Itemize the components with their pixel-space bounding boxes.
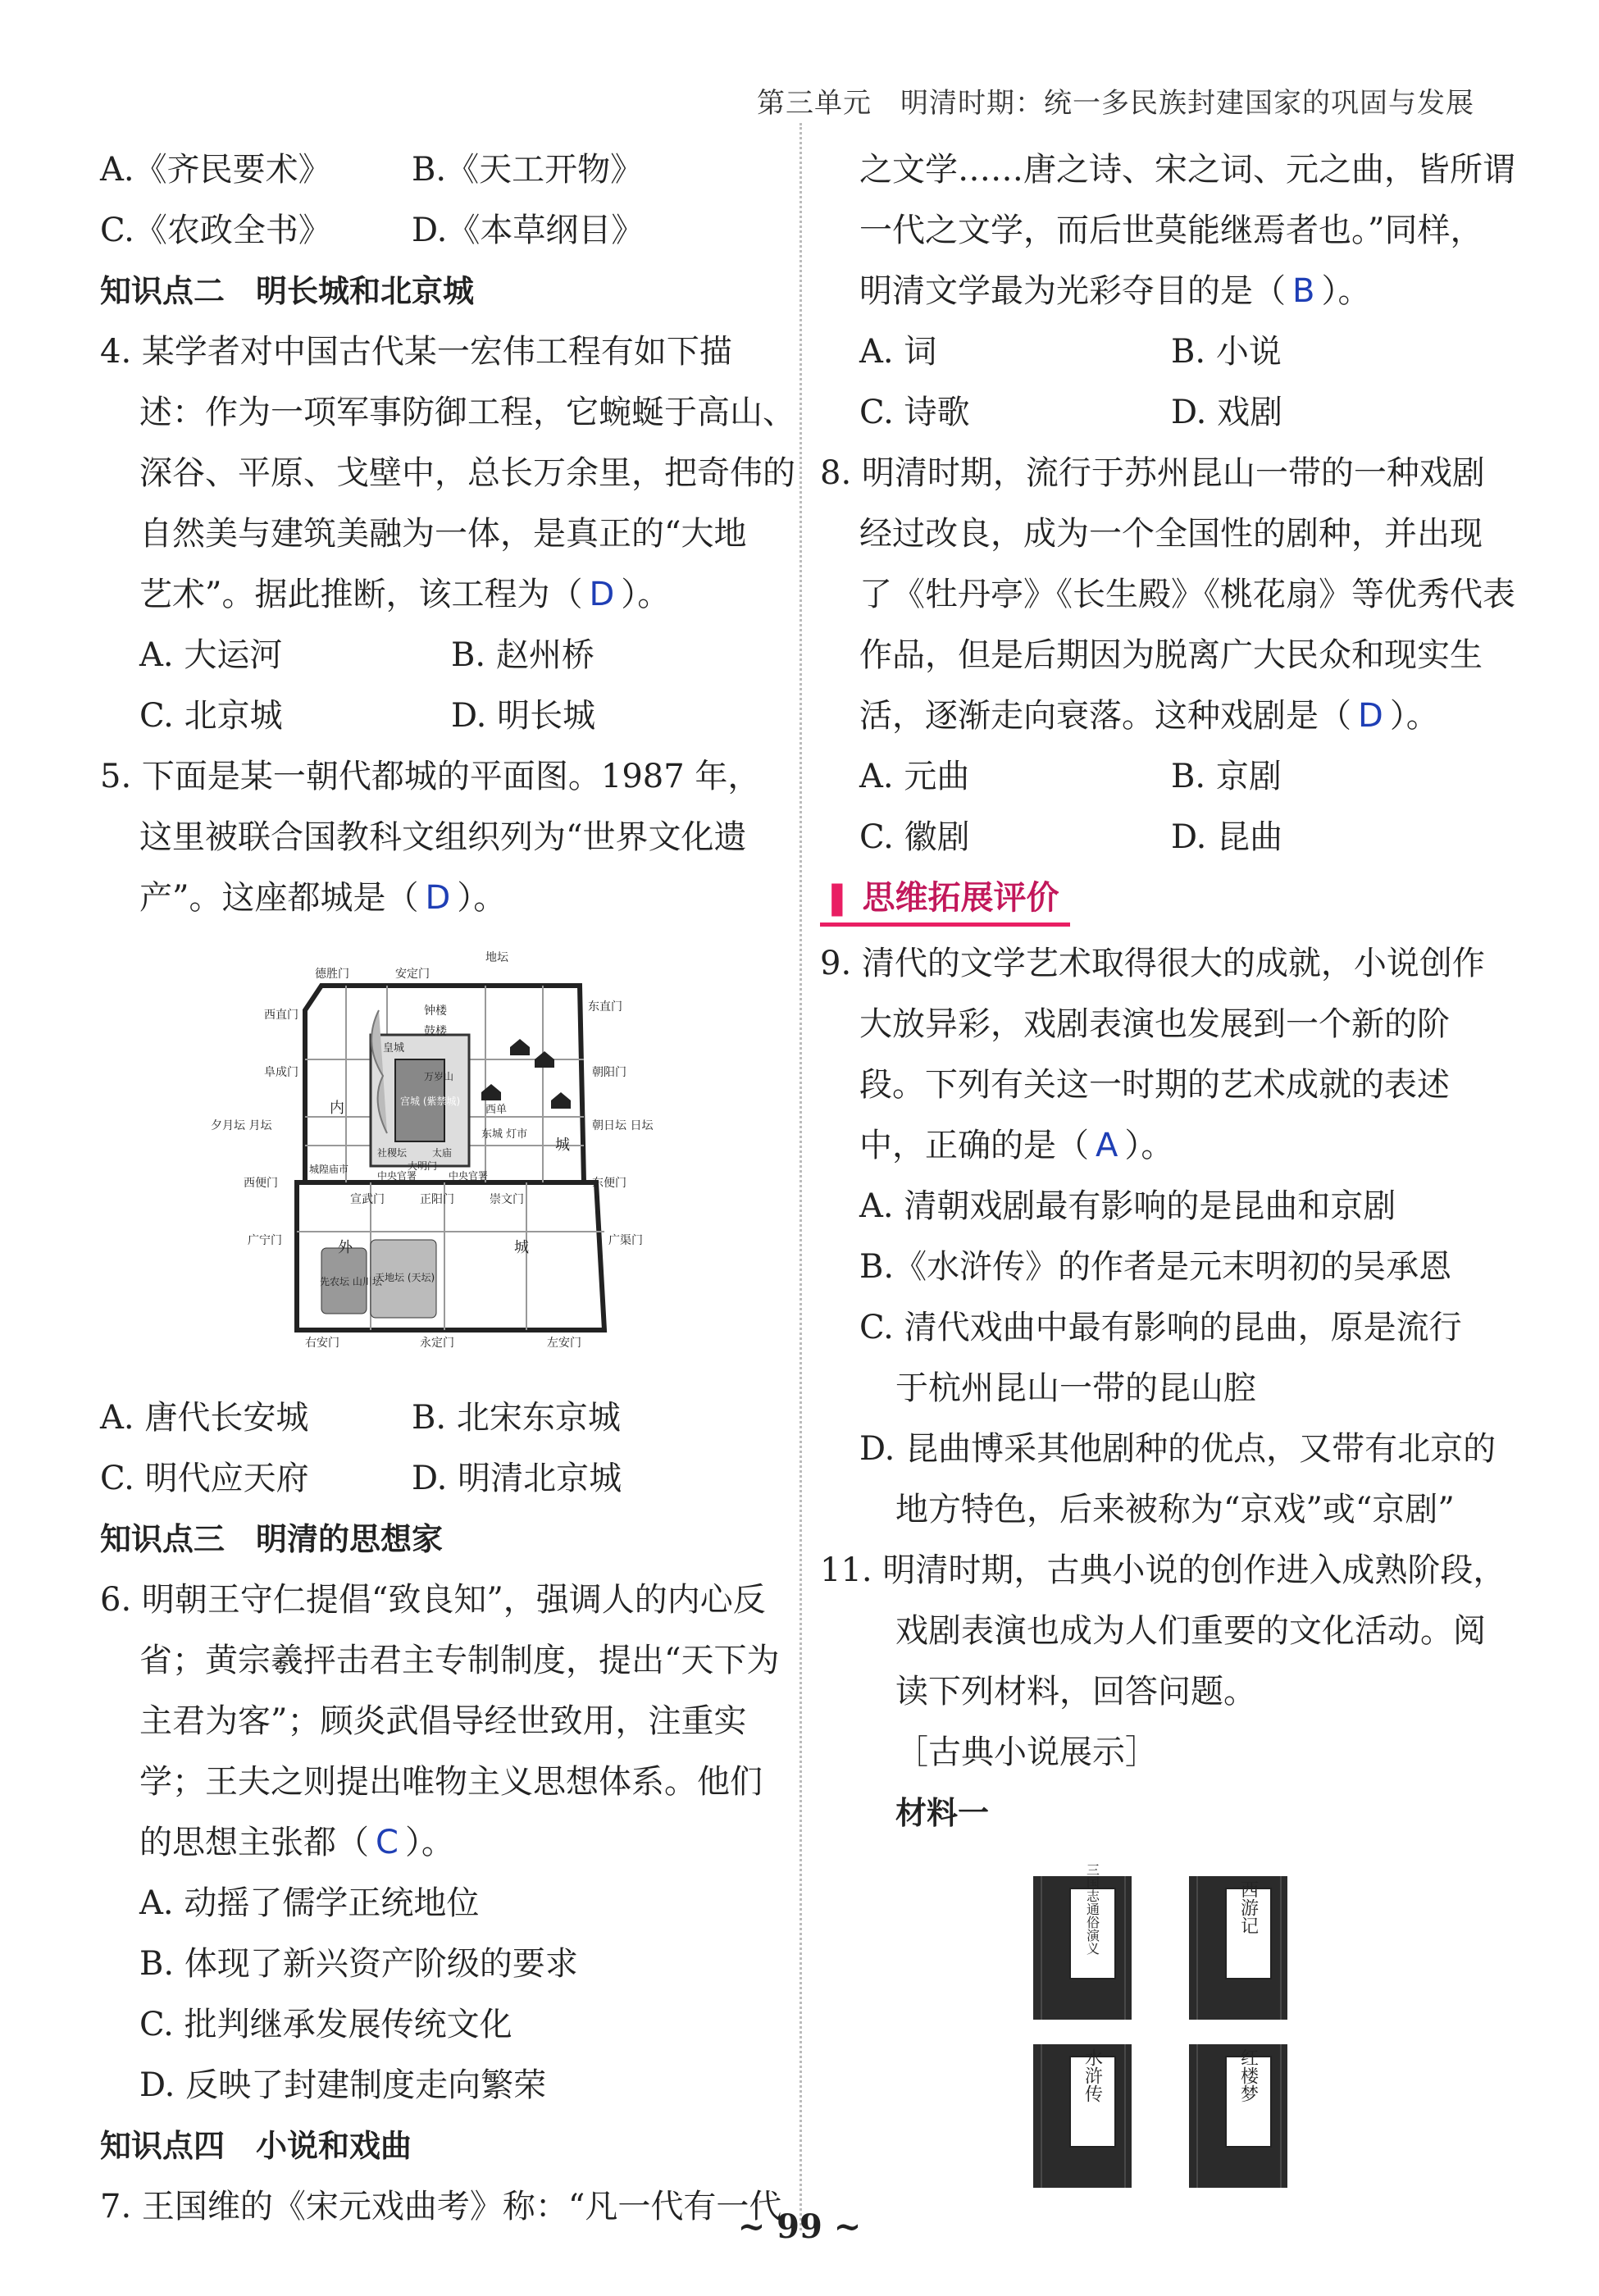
q8-options xyxy=(820,746,1492,807)
q4-line: 深谷、平原、戈壁中，总长万余里，把奇伟的 xyxy=(139,454,795,492)
map-label: 东城 灯市 xyxy=(481,1128,528,1141)
q9-option-c-cont: 于杭州昆山一带的昆山腔 xyxy=(895,1369,1256,1407)
map-label: 万岁山 xyxy=(424,1071,454,1082)
left-column xyxy=(100,139,795,2237)
q9-option-b: B.《水浒传》的作者是元末明初的吴承恩 xyxy=(859,1248,1452,1286)
q4-answer: D xyxy=(589,576,615,613)
q5-line: 5. 下面是某一朝代都城的平面图。1987 年， xyxy=(100,758,761,795)
map-label: 宣武门 xyxy=(350,1193,385,1206)
q4-line: 述：作为一项军事防御工程，它蜿蜒于高山、 xyxy=(139,394,795,431)
q6-answer: C xyxy=(376,1824,399,1861)
q4-option-a: A. 大运河 xyxy=(139,636,283,674)
q9-text: 中，正确的是（ xyxy=(859,1127,1089,1164)
q8-line-last xyxy=(820,686,1492,746)
q8-option-d: D. 昆曲 xyxy=(1171,818,1283,856)
q9-line: 段。下列有关这一时期的艺术成就的表述 xyxy=(859,1066,1450,1104)
q7-line: 一代之文学，而后世莫能继焉者也。”同样， xyxy=(859,212,1483,249)
q5-option-a: A. 唐代长安城 xyxy=(100,1399,309,1437)
map-label: 西直门 xyxy=(264,1009,298,1022)
map-label: 内 xyxy=(330,1100,344,1117)
map-label: 中央官署 xyxy=(377,1170,417,1182)
q11-line: 读下列材料，回答问题。 xyxy=(895,1673,1256,1711)
q5-option-d: D. 明清北京城 xyxy=(412,1460,622,1497)
q8-text: 活，逐渐走向衰落。这种戏剧是（ xyxy=(859,697,1351,735)
page-header: 第三单元 明清时期：统一多民族封建国家的巩固与发展 xyxy=(757,87,1474,120)
q9-option-d-cont: 地方特色，后来被称为“京戏”或“京剧” xyxy=(895,1491,1455,1528)
q4-line: 自然美与建筑美融为一体，是真正的“大地 xyxy=(139,515,747,553)
q4-options xyxy=(100,625,764,686)
book-title: 西游记 xyxy=(1237,1880,1259,1934)
q4-text: 艺术”。据此推断，该工程为（ xyxy=(139,576,583,613)
q7-option-d: D. 戏剧 xyxy=(1171,394,1283,431)
q8-line: 了《牡丹亭》《长生殿》《桃花扇》等优秀代表 xyxy=(859,576,1515,613)
section-mark-icon: ❚ xyxy=(823,879,863,917)
q5-line-last xyxy=(100,868,764,928)
knowledge-point-2-heading: 知识点二 明长城和北京城 xyxy=(100,273,475,309)
map-label: 阜成门 xyxy=(264,1066,298,1079)
q11-line: 11. 明清时期，古典小说的创作进入成熟阶段， xyxy=(820,1551,1506,1589)
map-label: 西便门 xyxy=(244,1177,278,1190)
q9-line-last xyxy=(820,1115,1492,1176)
q9-option-c: C. 清代戏曲中最有影响的昆曲，原是流行 xyxy=(859,1309,1462,1346)
q5-tail: ）。 xyxy=(457,879,507,917)
map-label: 城 xyxy=(514,1239,529,1256)
q6-line-last xyxy=(100,1812,764,1873)
page-number: ~ 99 ~ xyxy=(737,2207,862,2246)
q4-line-last xyxy=(100,564,764,625)
map-label: 大明门 xyxy=(408,1160,438,1172)
map-label: 夕月坛 月坛 xyxy=(211,1119,272,1132)
map-label: 太庙 xyxy=(432,1147,453,1159)
q4-options-row2 xyxy=(100,686,764,746)
q5-line: 这里被联合国教科文组织列为“世界文化遗 xyxy=(139,818,747,856)
q7-option-c: C. 诗歌 xyxy=(859,394,970,431)
q6-line: 6. 明朝王守仁提倡“致良知”，强调人的内心反 xyxy=(100,1581,766,1619)
map-label: 先农坛 山川坛 xyxy=(320,1276,382,1287)
q7-line-first: 7. 王国维的《宋元戏曲考》称：“凡一代有一代 xyxy=(100,2188,782,2225)
map-label: 广渠门 xyxy=(608,1234,643,1247)
map-label: 东便门 xyxy=(592,1177,626,1190)
q3-options xyxy=(100,139,764,200)
book-cover xyxy=(1189,1876,1287,2020)
map-label: 安定门 xyxy=(395,968,430,981)
map-label: 德胜门 xyxy=(315,968,349,981)
q6-line: 省；黄宗羲抨击君主专制制度，提出“天下为 xyxy=(139,1642,780,1679)
book-cover xyxy=(1033,1863,1132,2020)
q6-tail: ）。 xyxy=(404,1824,454,1861)
q9-line: 大放异彩，戏剧表演也发展到一个新的阶 xyxy=(859,1005,1450,1043)
q3-option-a: A.《齐民要术》 xyxy=(100,151,331,189)
q8-tail: ）。 xyxy=(1389,697,1439,735)
q6-option-a: A. 动摇了儒学正统地位 xyxy=(139,1884,480,1922)
q3-option-d: D.《本草纲目》 xyxy=(412,212,645,249)
q5-option-b: B. 北宋东京城 xyxy=(412,1399,621,1437)
q3-option-b: B.《天工开物》 xyxy=(412,151,644,189)
q6-option-c: C. 批判继承发展传统文化 xyxy=(139,2006,512,2043)
map-label: 永定门 xyxy=(420,1337,454,1350)
q5-text: 产”。这座都城是（ xyxy=(139,879,419,917)
q4-option-b: B. 赵州桥 xyxy=(451,636,594,674)
map-label: 中央官署 xyxy=(449,1170,489,1182)
map-label: 外 xyxy=(338,1239,353,1256)
q8-option-a: A. 元曲 xyxy=(859,758,970,795)
q9-option-d: D. 昆曲博采其他剧种的优点，又带有北京的 xyxy=(859,1430,1496,1468)
map-label: 广宁门 xyxy=(248,1234,282,1247)
q8-options-row2 xyxy=(820,807,1492,868)
book-cover xyxy=(1033,2044,1132,2188)
q7-options xyxy=(820,321,1492,382)
classic-novels-images xyxy=(820,1860,1492,2229)
q9-option-a: A. 清朝戏剧最有影响的是昆曲和京剧 xyxy=(859,1187,1396,1225)
q11-line: 戏剧表演也成为人们重要的文化活动。阅 xyxy=(895,1612,1486,1650)
q4-option-d: D. 明长城 xyxy=(451,697,596,735)
q6-text: 的思想主张都（ xyxy=(139,1824,369,1861)
column-divider xyxy=(800,123,802,2230)
q8-line: 经过改良，成为一个全国性的剧种，并出现 xyxy=(859,515,1483,553)
q7-option-b: B. 小说 xyxy=(1171,333,1282,371)
beijing-city-map xyxy=(100,936,764,1379)
map-label: 城隍庙市 xyxy=(309,1164,349,1175)
q8-option-c: C. 徽剧 xyxy=(859,818,970,856)
q7-line: 之文学……唐之诗、宋之词、元之曲，皆所谓 xyxy=(859,151,1515,189)
map-label: 崇文门 xyxy=(490,1193,524,1206)
q6-line: 主君为客”；顾炎武倡导经世致用，注重实 xyxy=(139,1702,747,1740)
q6-option-d: D. 反映了封建制度走向繁荣 xyxy=(139,2066,547,2104)
q5-option-c: C. 明代应天府 xyxy=(100,1460,309,1497)
section-heading xyxy=(820,873,1070,927)
map-label: 东直门 xyxy=(588,1000,622,1014)
map-label: 地坛 xyxy=(485,951,508,964)
q5-answer: D xyxy=(425,879,451,917)
knowledge-point-3-heading: 知识点三 明清的思想家 xyxy=(100,1521,444,1557)
q3-options-row2 xyxy=(100,200,764,261)
map-label: 朝日坛 日坛 xyxy=(592,1119,654,1132)
q5-options-row2 xyxy=(100,1448,764,1509)
map-label: 城 xyxy=(555,1137,570,1154)
q5-options xyxy=(100,1387,764,1448)
q7-text: 明清文学最为光彩夺目的是（ xyxy=(859,272,1286,310)
q9-tail: ）。 xyxy=(1124,1127,1174,1164)
q11-material-label: 材料一 xyxy=(895,1795,990,1831)
q9-line: 9. 清代的文学艺术取得很大的成就，小说创作 xyxy=(820,945,1485,982)
book-cover xyxy=(1189,2044,1287,2188)
book-title: 三国志通俗演义 xyxy=(1084,1863,1100,1955)
q6-option-b: B. 体现了新兴资产阶级的要求 xyxy=(139,1945,578,1983)
right-column xyxy=(820,139,1515,2229)
map-label: 社稷坛 xyxy=(377,1147,408,1159)
map-label: 天地坛 (天坛) xyxy=(375,1272,435,1283)
map-label: 右安门 xyxy=(305,1337,339,1350)
q8-answer: D xyxy=(1358,697,1383,735)
map-label: 朝阳门 xyxy=(592,1066,626,1079)
map-label: 皇城 xyxy=(383,1042,405,1055)
q8-line: 作品，但是后期因为脱离广大民众和现实生 xyxy=(859,636,1483,674)
map-label: 正阳门 xyxy=(420,1193,454,1206)
q7-options-row2 xyxy=(820,382,1492,443)
q4-line: 4. 某学者对中国古代某一宏伟工程有如下描 xyxy=(100,333,732,371)
q6-line: 学；王夫之则提出唯物主义思想体系。他们 xyxy=(139,1763,763,1801)
map-label: 钟楼 xyxy=(424,1004,447,1018)
section-title: 思维拓展评价 xyxy=(862,879,1059,917)
q4-tail: ）。 xyxy=(621,576,671,613)
map-label: 左安门 xyxy=(547,1337,581,1350)
q8-option-b: B. 京剧 xyxy=(1171,758,1282,795)
book-title: 水浒传 xyxy=(1082,2048,1103,2102)
map-label: 鼓楼 xyxy=(424,1025,447,1038)
q7-option-a: A. 词 xyxy=(859,333,937,371)
q7-line-last xyxy=(820,261,1492,321)
map-label: 宫城 (紫禁城) xyxy=(400,1096,461,1107)
knowledge-point-4-heading: 知识点四 小说和戏曲 xyxy=(100,2128,412,2164)
book-title: 红楼梦 xyxy=(1237,2048,1259,2102)
q4-option-c: C. 北京城 xyxy=(139,697,283,735)
q11-subtitle: ［古典小说展示］ xyxy=(895,1733,1158,1771)
map-label: 西单 xyxy=(485,1104,508,1116)
q7-tail: ）。 xyxy=(1321,272,1371,310)
q9-answer: A xyxy=(1096,1127,1118,1164)
q3-option-c: C.《农政全书》 xyxy=(100,212,331,249)
q7-answer: B xyxy=(1292,272,1315,310)
q8-line: 8. 明清时期，流行于苏州昆山一带的一种戏剧 xyxy=(820,454,1485,492)
